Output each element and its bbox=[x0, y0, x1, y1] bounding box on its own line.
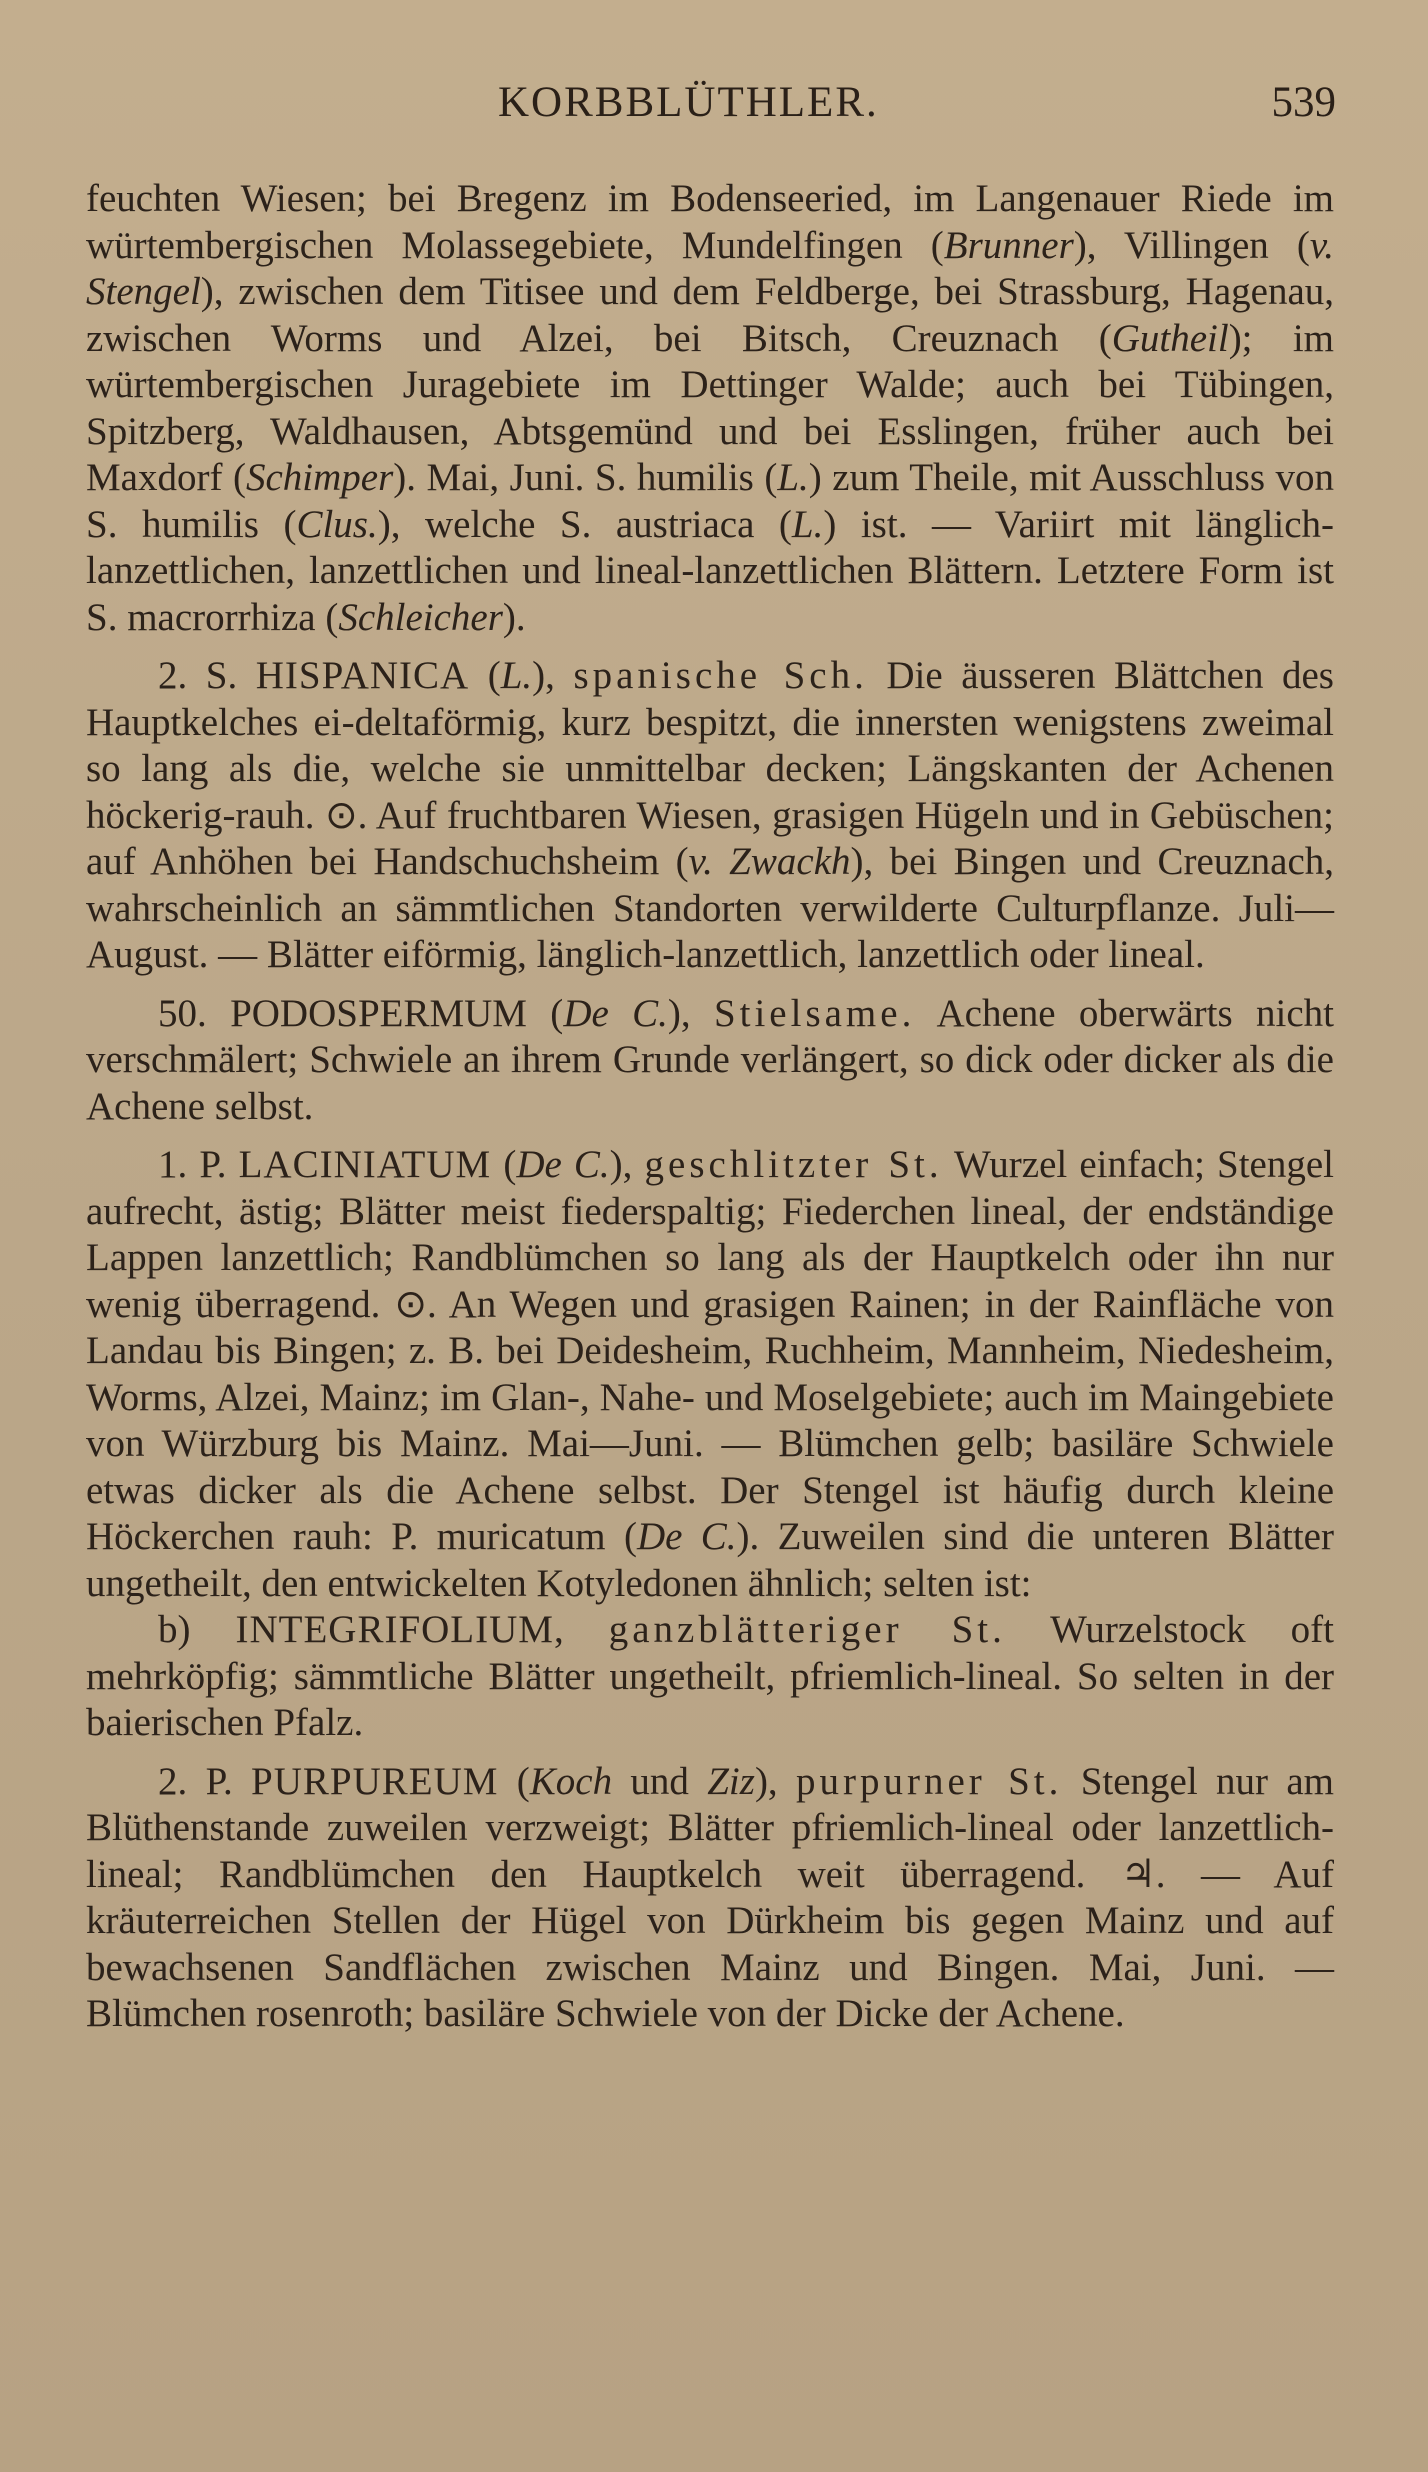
running-title: KORBBLÜTHLER. bbox=[498, 79, 879, 126]
body-text bbox=[86, 176, 1334, 2038]
page-header bbox=[88, 78, 1336, 138]
variety-entry-integrifolium: b) INTEGRIFOLIUM, ganzblätteriger St. Wurzelstock oft mehrköpfig; sämmtliche Blätter ungetheilt, pfriemlich-lineal. So selten in der baierischen Pfalz. bbox=[86, 1608, 1334, 1744]
species-entry-purpureum: 2. P. PURPUREUM (Koch und Ziz), purpurner St. Stengel nur am Blüthenstande zuweilen verzweigt; Blätter pfriemlich-lineal oder lanzettlich-lineal; Randblümchen den Hauptkelch weit überragend. ♃. — Auf kräuterreichen Stellen der Hügel von Dürkheim bis gegen Mainz und auf bewachsenen Sandflächen zwischen Mainz und Bingen. Mai, Juni. — Blümchen rosenroth; basiläre Schwiele von der Dicke der Achene. bbox=[86, 1759, 1334, 2035]
species-entry-hispanica: 2. S. HISPANICA (L.), spanische Sch. Die äusseren Blättchen des Hauptkelches ei-deltaförmig, kurz bespitzt, die innersten wenigstens zweimal so lang als die, welche sie unmittelbar decken; Längskanten der Achenen höckerig-rauh. ⊙. Auf fruchtbaren Wiesen, grasigen Hügeln und in Gebüschen; auf Anhöhen bei Handschuchsheim (v. Zwackh), bei Bingen und Creuznach, wahrscheinlich an sämmtlichen Standorten verwilderte Culturpflanze. Juli—August. — Blätter eiförmig, länglich-lanzettlich, lanzettlich oder lineal. bbox=[86, 654, 1335, 976]
species-entry-laciniatum: 1. P. LACINIATUM (De C.), geschlitzter St. Wurzel einfach; Stengel aufrecht, ästig; Blätter meist fiederspaltig; Fiederchen lineal, der endständige Lappen lanzettlich; Randblümchen so lang als der Hauptkelch oder ihn nur wenig überragend. ⊙. An Wegen und grasigen Rainen; in der Rainfläche von Landau bis Bingen; z. B. bei Deidesheim, Ruchheim, Mannheim, Niedesheim, Worms, Alzei, Mainz; im Glan-, Nahe- und Moselgebiete; auch im Maingebiete von Würzburg bis Mainz. Mai—Juni. — Blümchen gelb; basiläre Schwiele etwas dicker als die Achene selbst. Der Stengel ist häufig durch kleine Höckerchen rauh: P. muricatum (De C.). Zuweilen sind die unteren Blätter ungetheilt, den entwickelten Kotyledonen ähnlich; selten ist: bbox=[86, 1143, 1334, 1605]
genus-entry-podospermum: 50. PODOSPERMUM (De C.), Stielsame. Achene oberwärts nicht verschmälert; Schwiele an ihrem Grunde verlängert, so dick oder dicker als die Achene selbst. bbox=[86, 991, 1334, 1128]
page-number: 539 bbox=[1271, 79, 1336, 126]
paragraph-continuation: feuchten Wiesen; bei Bregenz im Bodenseeried, im Langenauer Riede im würtembergischen Molassegebiete, Mundelfingen (Brunner), Villingen (v. Stengel), zwischen dem Titisee und dem Feldberge, bei Strassburg, Hagenau, zwischen Worms und Alzei, bei Bitsch, Creuznach (Gutheil); im würtembergischen Juragebiete im Dettinger Walde; auch bei Tübingen, Spitzberg, Waldhausen, Abtsgemünd und bei Esslingen, früher auch bei Maxdorf (Schimper). Mai, Juni. S. humilis (L.) zum Theile, mit Ausschluss von S. humilis (Clus.), welche S. austriaca (L.) ist. — Variirt mit länglich-lanzettlichen, lanzettlichen und lineal-lanzettlichen Blättern. Letztere Form ist S. macrorrhiza (Schleicher). bbox=[86, 177, 1335, 639]
